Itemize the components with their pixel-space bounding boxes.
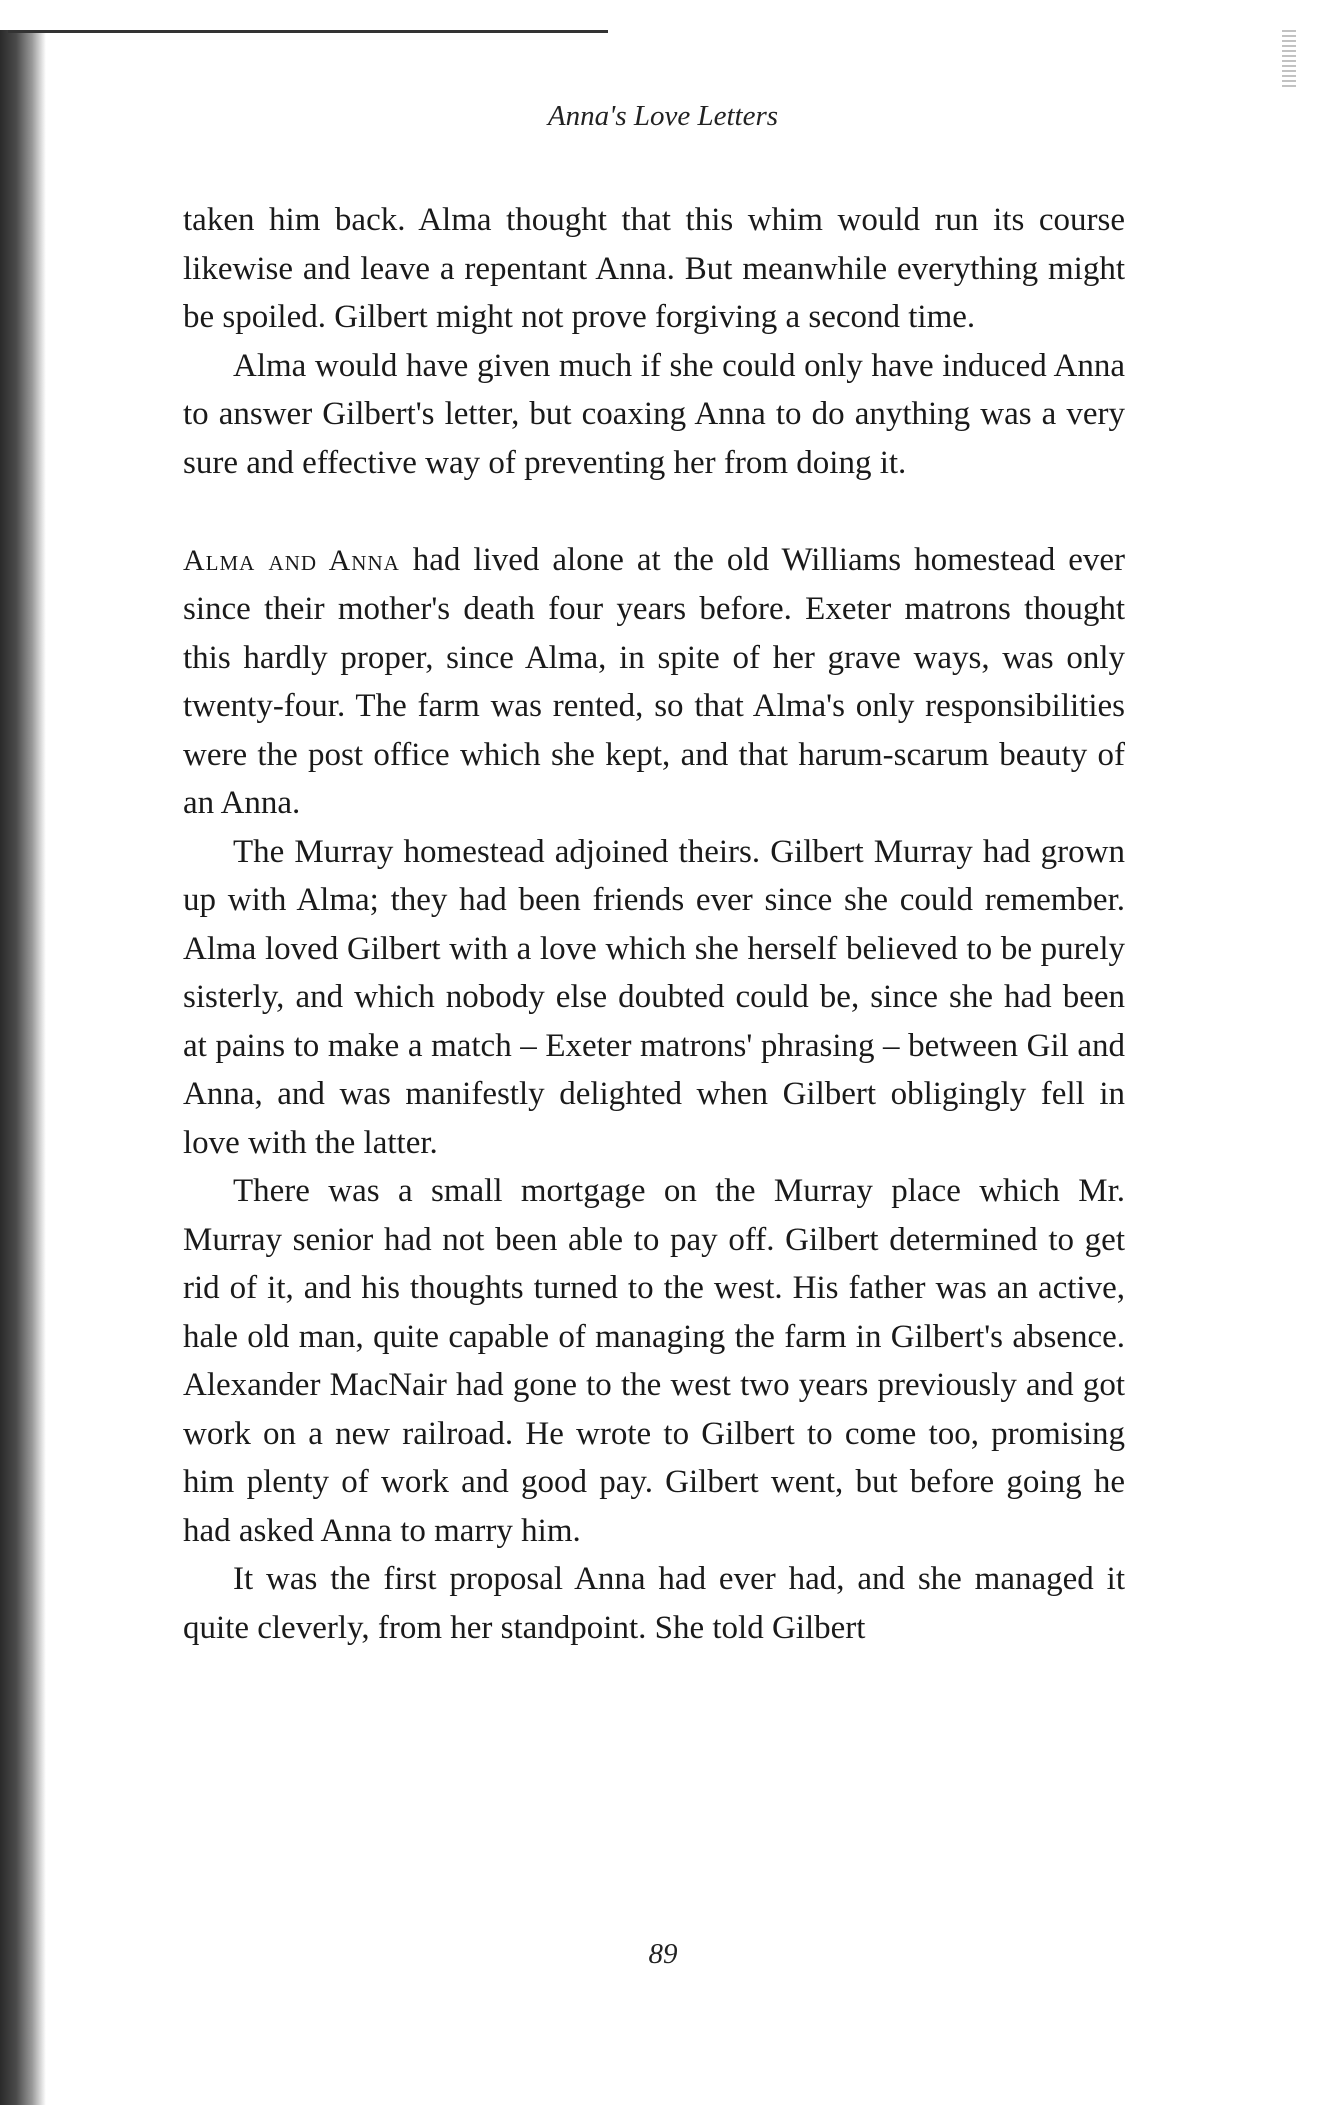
section-lead-in: Alma and Anna [183, 543, 400, 577]
section-break [183, 487, 1125, 536]
paragraph: There was a small mortgage on the Murray place which Mr. Murray senior had not been able to pay off. Gilbert determined to get rid of it, and his thoughts turned to the west. His father was an active, hale old man, quite capable of managing the farm in Gilbert's absence. Alexander MacNair had gone to the west two years previously and got work on a new railroad. He wrote to Gilbert to come too, promising him plenty of work and good pay. Gilbert went, but before going he had asked Anna to marry him. [183, 1173, 1125, 1549]
paragraph: It was the first proposal Anna had ever had, and she managed it quite cleverly, from her standpoint. She told Gilbert [183, 1561, 1125, 1646]
paragraph: The Murray homestead adjoined theirs. Gilbert Murray had grown up with Alma; they had been friends ever since she could remember. Alma loved Gilbert with a love which she herself believed to be purely sisterly, and which nobody else doubted could be, since she had been at pains to make a match – Exeter matrons' phrasing – between Gil and Anna, and was manifestly delighted when Gilbert obligingly fell in love with the latter. [183, 833, 1125, 1161]
page-number: 89 [648, 1938, 678, 1970]
binding-shadow [0, 30, 46, 2105]
running-head: Anna's Love Letters [547, 100, 779, 132]
body-text [183, 196, 1125, 1652]
paragraph: taken him back. Alma thought that this whim would run its course likewise and leave a repentant Anna. But meanwhile everything might be spoiled. Gilbert might not prove forgiving a second time. [183, 202, 1125, 335]
paragraph-text: had lived alone at the old Williams homestead ever since their mother's death four years before. Exeter matrons thought this hardly proper, since Alma, in spite of her grave ways, was only twenty-four. The farm was rented, so that Alma's only responsibilities were the post office which she kept, and that harum-scarum beauty of an Anna. [183, 541, 1125, 821]
paragraph [183, 536, 1125, 828]
paragraph: Alma would have given much if she could only have induced Anna to answer Gilbert's letter, but coaxing Anna to do anything was a very sure and effective way of preventing her from doing it. [183, 347, 1125, 481]
scan-edge-rule [8, 30, 608, 33]
scan-edge-marks [1282, 30, 1296, 90]
